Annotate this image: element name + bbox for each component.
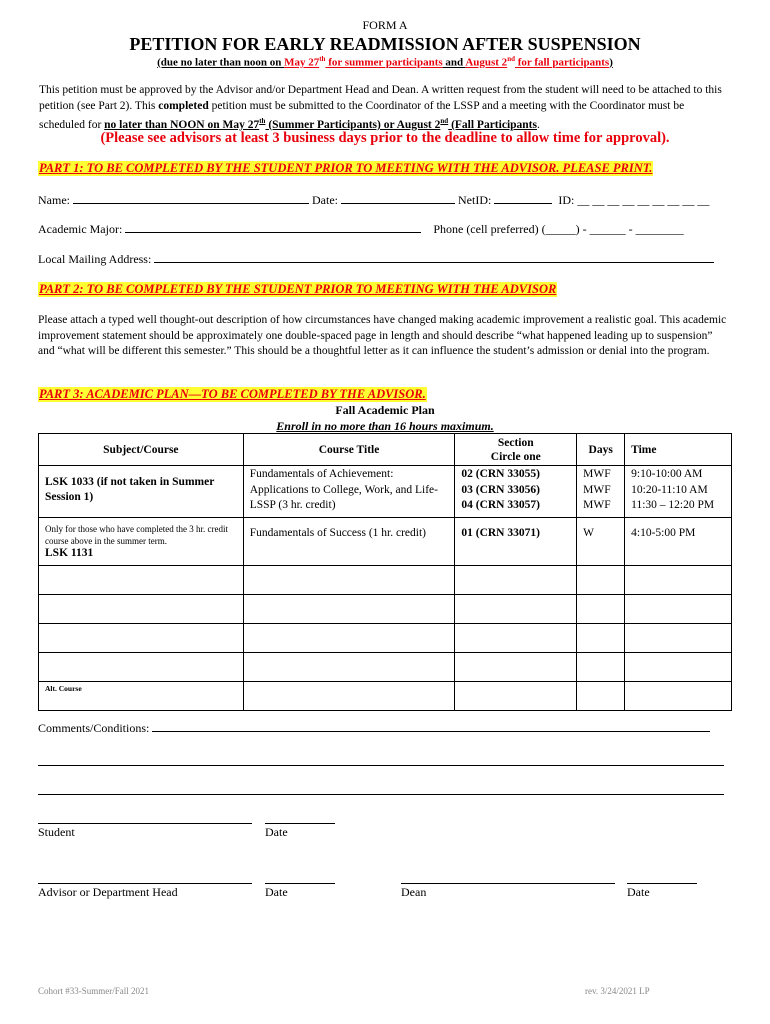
phone-field[interactable]: Phone (cell preferred) (_____) - ______ - ________ [433, 222, 684, 236]
row1-time: 11:30 – 12:20 PM [631, 499, 715, 511]
col-time: Time [625, 434, 732, 466]
row1-day: MWF [583, 468, 611, 480]
date-label: Date: [312, 193, 338, 207]
table-row[interactable] [39, 653, 732, 682]
id-label: ID: [558, 193, 575, 207]
row1-time: 10:20-11:10 AM [631, 483, 708, 496]
row1-section-02[interactable]: 02 (CRN 33055) [461, 468, 540, 480]
row1-days [577, 466, 625, 518]
subtitle-mid2: and [442, 56, 466, 69]
table-row [39, 466, 732, 518]
advisor-date-line[interactable] [265, 883, 335, 884]
advisor-date-label: Date [265, 885, 288, 899]
subtitle-pre: (due no later than noon on [157, 56, 285, 69]
major-field[interactable] [125, 222, 421, 233]
intro-end: . [536, 118, 540, 131]
footer-cohort: Cohort #33-Summer/Fall 2021 [38, 986, 149, 996]
intro-paragraph [39, 83, 729, 133]
col-section-l1: Section [497, 436, 534, 449]
row2-time: 4:10-5:00 PM [625, 518, 732, 566]
col-section-l2: Circle one [490, 450, 541, 463]
major-row [38, 222, 684, 237]
name-row [38, 193, 709, 208]
table-row [39, 518, 732, 566]
col-section [455, 434, 577, 466]
intro-p2: petition must be submitted to the Coordinator of the LSSP and a meeting with the Coordinator must be scheduled for [39, 99, 685, 131]
row1-time: 9:10-10:00 AM [631, 468, 703, 480]
row1-section-04[interactable]: 04 (CRN 33057) [461, 499, 540, 511]
table-row[interactable] [39, 624, 732, 653]
subtitle-end: for fall participants [514, 56, 610, 69]
part2-body: Please attach a typed well thought-out description of how circumstances have changed making academic improvement a realistic goal. This academic improvement statement should be approximately one double-spaced page in length and should describe “what happened leading up to suspension” and “what will be different this semester.” This should be a thoughtful letter as it can influence the student’s admission or denial into the program. [38, 314, 727, 357]
comments-field[interactable] [152, 721, 710, 732]
netid-label: NetID: [458, 193, 492, 207]
row1-section-03[interactable]: 03 (CRN 33056) [461, 483, 540, 496]
address-row [38, 252, 714, 267]
advisor-callout: (Please see advisors at least 3 business days prior to the deadline to allow time for approval). [100, 130, 670, 146]
alt-course-label: Alt. Course [45, 684, 82, 693]
dean-label: Dean [401, 885, 427, 899]
intro-sup2: nd [440, 117, 449, 125]
row1-day: MWF [583, 499, 611, 511]
row2-days: W [577, 518, 625, 566]
dean-signature-line[interactable] [401, 883, 615, 884]
intro-u1: no later than NOON on May 27 [104, 118, 260, 131]
plan-subtitle: Enroll in no more than 16 hours maximum. [276, 419, 494, 433]
table-header-row [39, 434, 732, 466]
col-title: Course Title [243, 434, 455, 466]
form-label: FORM A [362, 18, 408, 32]
row1-times [625, 466, 732, 518]
comments-row [38, 721, 710, 736]
comments-line-2[interactable] [38, 765, 724, 766]
row1-title: Fundamentals of Achievement: Applications to College, Work, and Life-LSSP (3 hr. credit) [243, 466, 455, 518]
subtitle-date2: August 2 [465, 56, 508, 69]
page-title: PETITION FOR EARLY READMISSION AFTER SUSPENSION [129, 34, 641, 54]
table-row[interactable] [39, 682, 732, 711]
row1-subject: LSK 1033 (if not taken in Summer Session 1) [39, 466, 244, 518]
date-field[interactable] [341, 193, 455, 204]
subtitle-date1: May 27 [284, 56, 320, 69]
row1-day: MWF [583, 483, 611, 496]
part3-heading: PART 3: ACADEMIC PLAN—TO BE COMPLETED BY THE ADVISOR. [39, 387, 426, 401]
part2-heading: PART 2: TO BE COMPLETED BY THE STUDENT PRIOR TO MEETING WITH THE ADVISOR [39, 282, 557, 296]
intro-bold: completed [158, 99, 209, 112]
col-subject: Subject/Course [39, 434, 244, 466]
row2-subject-cell [39, 518, 244, 566]
intro-sup1: th [259, 117, 266, 125]
subtitle-sup1: th [319, 55, 326, 63]
student-date-line[interactable] [265, 823, 335, 824]
subtitle-close: ) [609, 56, 613, 69]
student-label: Student [38, 825, 75, 839]
alt-course-cell[interactable] [39, 682, 244, 711]
major-label: Academic Major: [38, 222, 123, 236]
address-field[interactable] [154, 252, 714, 263]
col-days: Days [577, 434, 625, 466]
comments-line-3[interactable] [38, 794, 724, 795]
subtitle-mid1: for summer participants [325, 56, 443, 69]
row2-subject: LSK 1131 [45, 547, 94, 559]
address-label: Local Mailing Address: [38, 252, 152, 266]
advisor-label: Advisor or Department Head [38, 885, 178, 899]
deadline-subtitle [0, 55, 770, 69]
academic-plan-table [38, 433, 732, 711]
netid-field[interactable] [494, 193, 552, 204]
intro-u3: (Fall Participants [448, 118, 537, 131]
advisor-signature-line[interactable] [38, 883, 252, 884]
student-date-label: Date [265, 825, 288, 839]
footer-revision: rev. 3/24/2021 LP [585, 986, 650, 996]
row2-title: Fundamentals of Success (1 hr. credit) [243, 518, 455, 566]
dean-date-line[interactable] [627, 883, 697, 884]
row1-sections[interactable] [455, 466, 577, 518]
plan-title: Fall Academic Plan [335, 403, 435, 417]
intro-p1: This petition must be approved by the Advisor and/or Department Head and Dean. A written request from the student will need to be attached to this petition (see Part 2). This [39, 84, 722, 112]
dean-date-label: Date [627, 885, 650, 899]
table-row[interactable] [39, 595, 732, 624]
student-signature-line[interactable] [38, 823, 252, 824]
row2-section[interactable]: 01 (CRN 33071) [455, 518, 577, 566]
subtitle-sup2: nd [507, 55, 515, 63]
intro-u2: (Summer Participants) or August 2 [265, 118, 441, 131]
name-field[interactable] [73, 193, 309, 204]
row2-note: Only for those who have completed the 3 hr. credit course above in the summer term. [45, 524, 228, 546]
comments-label: Comments/Conditions: [38, 721, 150, 735]
name-label: Name: [38, 193, 70, 207]
table-row[interactable] [39, 566, 732, 595]
id-field[interactable]: __ __ __ __ __ __ __ __ __ [577, 193, 710, 207]
part1-heading: PART 1: TO BE COMPLETED BY THE STUDENT PRIOR TO MEETING WITH THE ADVISOR. PLEASE PRINT. [39, 161, 653, 175]
